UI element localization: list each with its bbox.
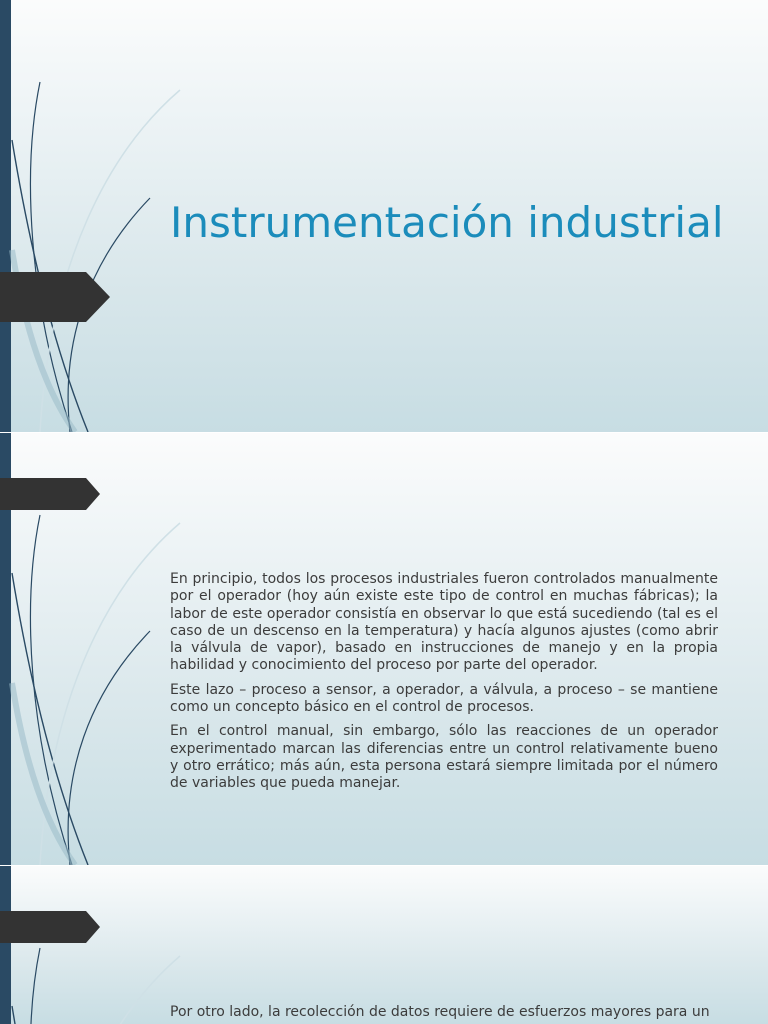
slide-content-1 [0,433,768,865]
slide-body [170,1004,718,1024]
body-paragraph: En el control manual, sin embargo, sólo las reacciones de un operador experimentado marcan las diferencias entre un control relativamente bueno y otro errático; más aún, esta persona estará siempre limitada por el número de variables que pueda manejar. [170,723,718,792]
slide-content-2 [0,866,768,1024]
slide-body [170,571,718,800]
body-paragraph: Este lazo – proceso a sensor, a operador, a válvula, a proceso – se mantiene como un concepto básico en el control de procesos. [170,681,718,716]
slide-arrow-tab [0,478,102,510]
slide-title [0,0,768,432]
slide-title-text: Instrumentación industrial [170,198,724,247]
slide-arrow-tab [0,272,112,322]
decorative-swooshes [0,866,200,1024]
body-paragraph: En principio, todos los procesos industriales fueron controlados manualmente por el operador (hoy aún existe este tipo de control en muchas fábricas); la labor de este operador consistía en observar lo que está sucediendo (tal es el caso de un descenso en la temperatura) y hacía algunos ajustes (como abrir la válvula de vapor), basado en instrucciones de manejo y en la propia habilidad y conocimiento del proceso por parte del operador. [170,571,718,674]
slide-arrow-tab [0,911,102,943]
body-paragraph: Por otro lado, la recolección de datos requiere de esfuerzos mayores para un [170,1004,710,1020]
